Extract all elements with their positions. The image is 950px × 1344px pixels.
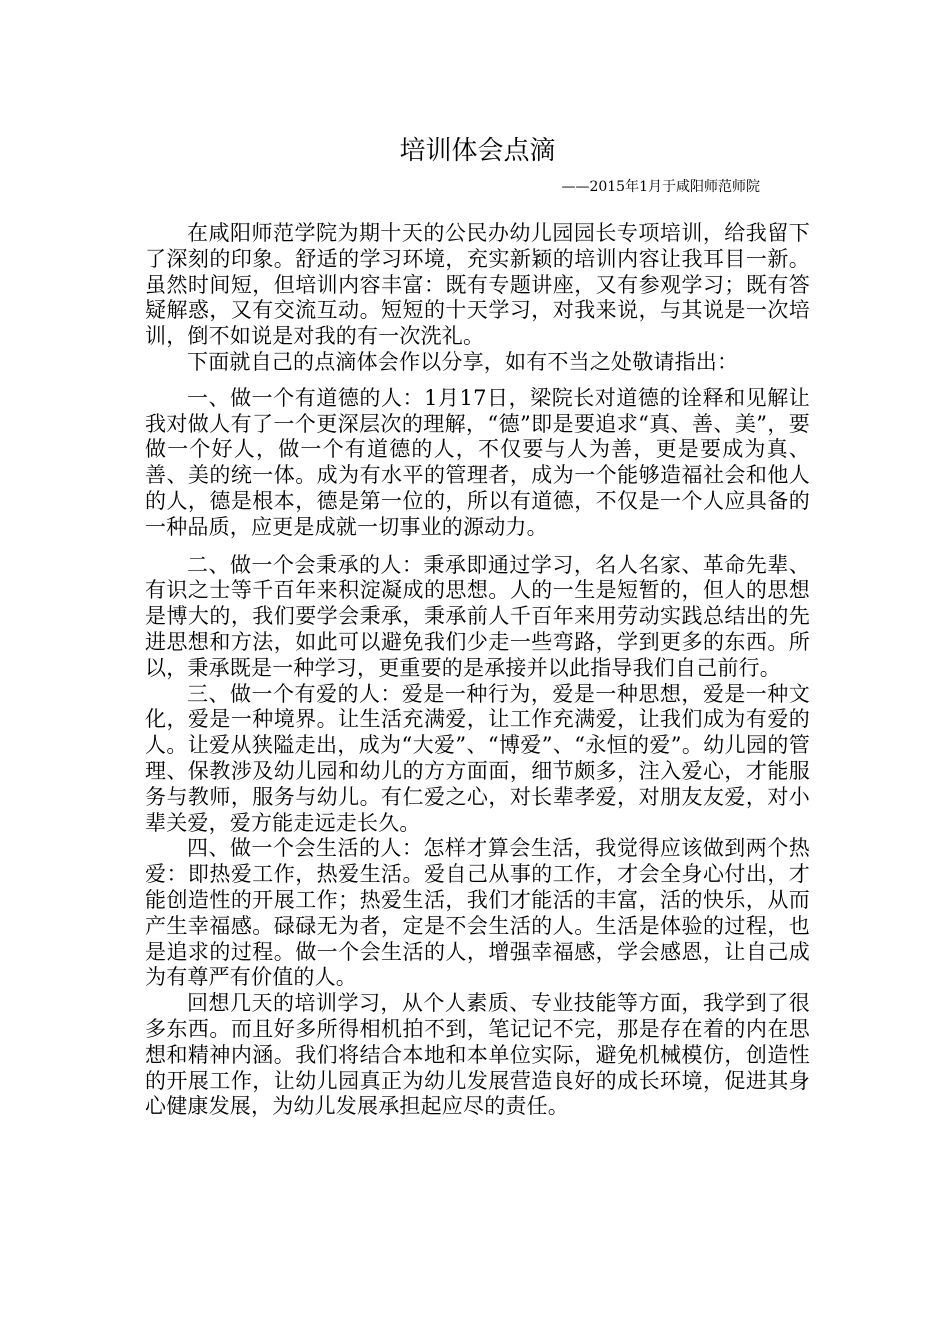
paragraph-point-4: 四、做一个会生活的人：怎样才算会生活，我觉得应该做到两个热爱：即热爱工作，热爱生活。爱自己从事的工作，才会全身心付出，才能创造性的开展工作；热爱生活，我们才能活的丰富，活的快乐，从而产生幸福感。碌碌无为者，定是不会生活的人。生活是体验的过程，也是追求的过程。做一个会生活的人，增强幸福感，学会感恩，让自己成为有尊严有价值的人。 (145, 836, 810, 990)
paragraph-point-3: 三、做一个有爱的人：爱是一种行为，爱是一种思想，爱是一种文化，爱是一种境界。让生活充满爱，让工作充满爱，让我们成为有爱的人。让爱从狭隘走出，成为“大爱”、“博爱”、“永恒的爱”。幼儿园的管理、保教涉及幼儿园和幼儿的方方面面，细节颇多，注入爱心，才能服务与教师，服务与幼儿。有仁爱之心，对长辈孝爱，对朋友友爱，对小辈关爱，爱方能走远走长久。 (145, 681, 810, 835)
paragraph-intro: 在咸阳师范学院为期十天的公民办幼儿园园长专项培训，给我留下了深刻的印象。舒适的学习环境，充实新颖的培训内容让我耳目一新。虽然时间短，但培训内容丰富：既有专题讲座，又有参观学习；既有答疑解惑，又有交流互动。短短的十天学习，对我来说，与其说是一次培训，倒不如说是对我的有一次洗礼。 (145, 221, 810, 349)
paragraph-conclusion: 回想几天的培训学习，从个人素质、专业技能等方面，我学到了很多东西。而且好多所得相机拍不到，笔记记不完，那是存在着的内在思想和精神内涵。我们将结合本地和本单位实际，避免机械模仿，创造性的开展工作，让幼儿园真正为幼儿发展营造良好的成长环境，促进其身心健康发展，为幼儿发展承担起应尽的责任。 (145, 991, 810, 1119)
paragraph-point-2: 二、做一个会秉承的人：秉承即通过学习，名人名家、革命先辈、有识之士等千百年来积淀凝成的思想。人的一生是短暂的，但人的思想是博大的，我们要学会秉承，秉承前人千百年来用劳动实践总结出的先进思想和方法，如此可以避免我们少走一些弯路，学到更多的东西。所以，秉承既是一种学习，更重要的是承接并以此指导我们自己前行。 (145, 552, 810, 680)
document-body (145, 221, 810, 1120)
paragraph-point-1: 一、做一个有道德的人：1月17日，梁院长对道德的诠释和见解让我对做人有了一个更深层次的理解，“德”即是要追求“真、善、美”，要做一个好人，做一个有道德的人，不仅要与人为善，更是要成为真、善、美的统一体。成为有水平的管理者，成为一个能够造福社会和他人的人，德是根本，德是第一位的，所以有道德，不仅是一个人应具备的一种品质，应更是成就一切事业的源动力。 (145, 385, 810, 539)
paragraph-share: 下面就自己的点滴体会作以分享，如有不当之处敬请指出： (187, 349, 739, 374)
document-title: 培训体会点滴 (399, 136, 556, 166)
document-subtitle: ——2015年1月于咸阳师范师院 (561, 179, 760, 195)
